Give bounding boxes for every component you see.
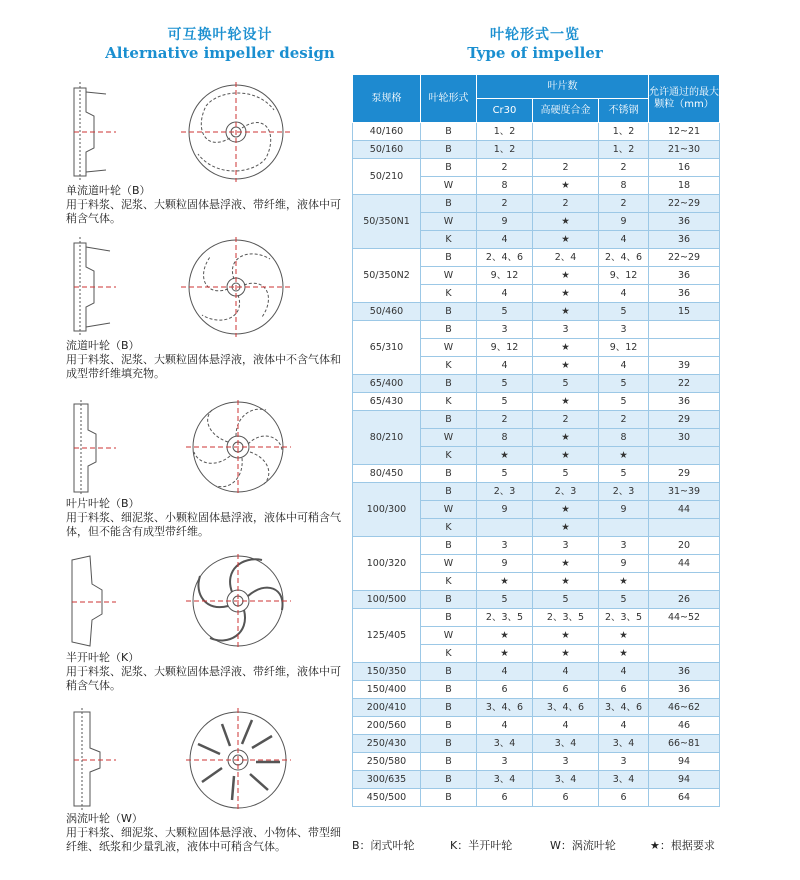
cell-alloy: 5: [533, 591, 599, 609]
cell-max-particle: 36: [649, 393, 720, 411]
legend-b: B：闭式叶轮: [352, 839, 415, 852]
cell-form: K: [421, 285, 477, 303]
cell-alloy: ★: [533, 501, 599, 519]
channel-impeller-drawing: [66, 237, 306, 337]
cell-cr30: 3、4: [477, 735, 533, 753]
cell-alloy: 3、4、6: [533, 699, 599, 717]
cell-stainless: 5: [599, 393, 649, 411]
cell-max-particle: 21~30: [649, 141, 720, 159]
cell-cr30: [477, 519, 533, 537]
cell-model: 65/400: [353, 375, 421, 393]
table-row: [353, 699, 720, 717]
cell-max-particle: 64: [649, 789, 720, 807]
cell-stainless: 5: [599, 375, 649, 393]
cell-model: 300/635: [353, 771, 421, 789]
table-row: [353, 123, 720, 141]
cell-max-particle: 29: [649, 411, 720, 429]
cell-max-particle: 46~62: [649, 699, 720, 717]
cell-max-particle: 44~52: [649, 609, 720, 627]
cell-stainless: 9: [599, 213, 649, 231]
table-row: [353, 411, 720, 429]
cell-max-particle: 16: [649, 159, 720, 177]
cell-cr30: 8: [477, 177, 533, 195]
cell-max-particle: [649, 645, 720, 663]
cell-cr30: 2: [477, 411, 533, 429]
impeller-semi-open: [66, 554, 341, 693]
cell-max-particle: 46: [649, 717, 720, 735]
cell-alloy: ★: [533, 393, 599, 411]
cell-form: B: [421, 609, 477, 627]
cell-alloy: ★: [533, 303, 599, 321]
cell-model: 100/300: [353, 483, 421, 537]
cell-max-particle: 44: [649, 501, 720, 519]
legend-k: K：半开叶轮: [450, 839, 513, 852]
cell-alloy: ★: [533, 213, 599, 231]
impeller-channel: [66, 237, 341, 381]
table-row: [353, 681, 720, 699]
table-row: [353, 771, 720, 789]
cell-stainless: 2、3、5: [599, 609, 649, 627]
cell-alloy: 2、3、5: [533, 609, 599, 627]
cell-stainless: 2: [599, 159, 649, 177]
cell-form: B: [421, 141, 477, 159]
cell-model: 125/405: [353, 609, 421, 663]
cell-cr30: 4: [477, 717, 533, 735]
cell-form: B: [421, 249, 477, 267]
cell-stainless: 5: [599, 303, 649, 321]
cell-model: 250/580: [353, 753, 421, 771]
cell-cr30: 1、2: [477, 141, 533, 159]
header-stainless: 不锈钢: [599, 99, 649, 123]
cell-cr30: 9、12: [477, 267, 533, 285]
cell-alloy: 6: [533, 681, 599, 699]
table-row: [353, 609, 720, 627]
cell-form: K: [421, 357, 477, 375]
cell-max-particle: 22~29: [649, 195, 720, 213]
cell-alloy: 3: [533, 753, 599, 771]
cell-cr30: ★: [477, 447, 533, 465]
cell-form: K: [421, 393, 477, 411]
impeller-desc: 用于料浆、泥浆、大颗粒固体悬浮液，液体中不含气体和成型带纤维填充物。: [66, 353, 341, 380]
cell-form: K: [421, 573, 477, 591]
cell-model: 80/210: [353, 411, 421, 465]
cell-form: K: [421, 519, 477, 537]
cell-max-particle: 39: [649, 357, 720, 375]
cell-stainless: 4: [599, 357, 649, 375]
cell-stainless: 9、12: [599, 339, 649, 357]
table-row: [353, 393, 720, 411]
vortex-impeller-drawing: [66, 708, 306, 810]
cell-max-particle: 12~21: [649, 123, 720, 141]
cell-alloy: 3: [533, 321, 599, 339]
cell-model: 50/210: [353, 159, 421, 195]
cell-form: K: [421, 447, 477, 465]
cell-alloy: ★: [533, 627, 599, 645]
cell-cr30: 9: [477, 501, 533, 519]
table-row: [353, 141, 720, 159]
legend-star: ★：根据要求: [650, 839, 715, 852]
table-row: [353, 735, 720, 753]
cell-model: 65/430: [353, 393, 421, 411]
cell-cr30: ★: [477, 573, 533, 591]
header-form: 叶轮形式: [421, 75, 477, 123]
table-row: [353, 303, 720, 321]
cell-max-particle: 36: [649, 663, 720, 681]
cell-alloy: 3、4: [533, 771, 599, 789]
cell-form: W: [421, 339, 477, 357]
cell-cr30: ★: [477, 645, 533, 663]
cell-max-particle: [649, 519, 720, 537]
cell-stainless: 8: [599, 177, 649, 195]
cell-max-particle: 44: [649, 555, 720, 573]
cell-max-particle: 36: [649, 213, 720, 231]
table-row: [353, 537, 720, 555]
impeller-desc: 用于料浆、泥浆、大颗粒固体悬浮液、带纤维，液体中可稍含气体。: [66, 198, 341, 225]
table-row: [353, 753, 720, 771]
cell-cr30: 9、12: [477, 339, 533, 357]
impeller-name: 流道叶轮（B）: [66, 339, 140, 352]
header-cr30: Cr30: [477, 99, 533, 123]
cell-model: 250/430: [353, 735, 421, 753]
cell-stainless: 3: [599, 753, 649, 771]
cell-form: B: [421, 591, 477, 609]
cell-alloy: ★: [533, 573, 599, 591]
table-body: [353, 123, 720, 807]
semi-open-impeller-drawing: [66, 554, 306, 649]
impeller-name: 半开叶轮（K）: [66, 651, 140, 664]
cell-stainless: 4: [599, 231, 649, 249]
cell-cr30: 4: [477, 285, 533, 303]
cell-form: B: [421, 411, 477, 429]
cell-max-particle: 26: [649, 591, 720, 609]
cell-alloy: [533, 141, 599, 159]
cell-cr30: 4: [477, 231, 533, 249]
cell-model: 200/560: [353, 717, 421, 735]
vane-impeller-drawing: [66, 400, 306, 495]
cell-alloy: 2、3: [533, 483, 599, 501]
cell-form: B: [421, 753, 477, 771]
cell-stainless: 3、4: [599, 735, 649, 753]
cell-cr30: 4: [477, 357, 533, 375]
cell-form: W: [421, 627, 477, 645]
impeller-type-table: [352, 74, 720, 807]
cell-cr30: 2、3、5: [477, 609, 533, 627]
header-blades: 叶片数: [477, 75, 649, 99]
cell-max-particle: [649, 573, 720, 591]
cell-form: K: [421, 645, 477, 663]
cell-stainless: 2: [599, 411, 649, 429]
cell-alloy: 2、4: [533, 249, 599, 267]
cell-max-particle: 66~81: [649, 735, 720, 753]
cell-alloy: ★: [533, 177, 599, 195]
table-row: [353, 591, 720, 609]
cell-cr30: 5: [477, 393, 533, 411]
cell-model: 50/350N1: [353, 195, 421, 249]
cell-cr30: ★: [477, 627, 533, 645]
cell-alloy: 6: [533, 789, 599, 807]
cell-alloy: ★: [533, 645, 599, 663]
cell-cr30: 3、4: [477, 771, 533, 789]
cell-stainless: 1、2: [599, 123, 649, 141]
cell-alloy: ★: [533, 231, 599, 249]
cell-alloy: 3、4: [533, 735, 599, 753]
cell-cr30: 9: [477, 555, 533, 573]
table-row: [353, 195, 720, 213]
impeller-vortex: [66, 708, 341, 854]
cell-stainless: 4: [599, 663, 649, 681]
cell-form: B: [421, 663, 477, 681]
cell-cr30: 3、4、6: [477, 699, 533, 717]
cell-form: W: [421, 267, 477, 285]
table-row: [353, 249, 720, 267]
cell-stainless: 6: [599, 681, 649, 699]
cell-max-particle: 94: [649, 753, 720, 771]
cell-stainless: 5: [599, 591, 649, 609]
cell-cr30: 5: [477, 303, 533, 321]
cell-max-particle: 36: [649, 267, 720, 285]
impeller-single-channel: [66, 82, 341, 226]
cell-form: B: [421, 699, 477, 717]
cell-max-particle: [649, 447, 720, 465]
cell-model: 100/500: [353, 591, 421, 609]
cell-cr30: 3: [477, 321, 533, 339]
cell-cr30: 6: [477, 681, 533, 699]
cell-alloy: ★: [533, 447, 599, 465]
header-alloy: 高硬度合金: [533, 99, 599, 123]
cell-stainless: 1、2: [599, 141, 649, 159]
header-model: 泵规格: [353, 75, 421, 123]
cell-cr30: 5: [477, 465, 533, 483]
cell-form: K: [421, 231, 477, 249]
cell-form: B: [421, 375, 477, 393]
cell-model: 65/310: [353, 321, 421, 375]
cell-stainless: 3: [599, 321, 649, 339]
cell-stainless: 3: [599, 537, 649, 555]
cell-alloy: 5: [533, 465, 599, 483]
cell-alloy: ★: [533, 519, 599, 537]
cell-max-particle: 30: [649, 429, 720, 447]
cell-model: 450/500: [353, 789, 421, 807]
impeller-desc: 用于料浆、细泥浆、大颗粒固体悬浮液、小物体、带型细纤维、纸浆和少量乳液，液体中可稍含气体。: [66, 826, 341, 853]
cell-stainless: 9: [599, 501, 649, 519]
table-row: [353, 717, 720, 735]
impeller-vane: [66, 400, 341, 539]
left-title-en: Alternative impeller design: [105, 44, 335, 62]
cell-form: B: [421, 159, 477, 177]
table-row: [353, 663, 720, 681]
cell-cr30: 2: [477, 195, 533, 213]
right-title-cn: 叶轮形式一览: [490, 27, 580, 43]
cell-stainless: 8: [599, 429, 649, 447]
impeller-name: 单流道叶轮（B）: [66, 184, 151, 197]
cell-form: W: [421, 501, 477, 519]
cell-alloy: 3: [533, 537, 599, 555]
legend-w: W：涡流叶轮: [550, 839, 616, 852]
cell-alloy: ★: [533, 555, 599, 573]
cell-form: B: [421, 465, 477, 483]
cell-max-particle: 22~29: [649, 249, 720, 267]
single-channel-impeller-drawing: [66, 82, 306, 182]
table-row: [353, 483, 720, 501]
cell-alloy: 2: [533, 411, 599, 429]
cell-form: B: [421, 483, 477, 501]
cell-stainless: 6: [599, 789, 649, 807]
cell-stainless: 2、4、6: [599, 249, 649, 267]
cell-model: 50/160: [353, 141, 421, 159]
cell-form: B: [421, 681, 477, 699]
cell-form: W: [421, 177, 477, 195]
cell-stainless: 9: [599, 555, 649, 573]
cell-cr30: 2、3: [477, 483, 533, 501]
cell-form: B: [421, 321, 477, 339]
table-row: [353, 789, 720, 807]
cell-cr30: 5: [477, 375, 533, 393]
cell-stainless: 5: [599, 465, 649, 483]
cell-alloy: 4: [533, 663, 599, 681]
cell-stainless: ★: [599, 645, 649, 663]
cell-alloy: 2: [533, 159, 599, 177]
cell-stainless: 2: [599, 195, 649, 213]
cell-cr30: 2: [477, 159, 533, 177]
cell-cr30: 6: [477, 789, 533, 807]
cell-model: 100/320: [353, 537, 421, 591]
cell-max-particle: 20: [649, 537, 720, 555]
cell-max-particle: 29: [649, 465, 720, 483]
cell-stainless: 3、4、6: [599, 699, 649, 717]
cell-cr30: 2、4、6: [477, 249, 533, 267]
cell-max-particle: 36: [649, 285, 720, 303]
cell-stainless: 4: [599, 717, 649, 735]
cell-form: B: [421, 771, 477, 789]
cell-alloy: ★: [533, 267, 599, 285]
cell-stainless: ★: [599, 447, 649, 465]
cell-max-particle: 15: [649, 303, 720, 321]
right-title-en: Type of impeller: [467, 44, 603, 62]
cell-max-particle: 94: [649, 771, 720, 789]
cell-stainless: 3、4: [599, 771, 649, 789]
cell-cr30: 1、2: [477, 123, 533, 141]
cell-max-particle: 36: [649, 681, 720, 699]
cell-cr30: 4: [477, 663, 533, 681]
table-row: [353, 321, 720, 339]
table-row: [353, 159, 720, 177]
cell-alloy: ★: [533, 285, 599, 303]
cell-stainless: 2、3: [599, 483, 649, 501]
cell-form: B: [421, 303, 477, 321]
cell-form: B: [421, 717, 477, 735]
cell-max-particle: [649, 321, 720, 339]
cell-alloy: ★: [533, 339, 599, 357]
cell-stainless: [599, 519, 649, 537]
cell-form: B: [421, 537, 477, 555]
cell-form: W: [421, 429, 477, 447]
cell-model: 40/160: [353, 123, 421, 141]
cell-model: 50/350N2: [353, 249, 421, 303]
cell-stainless: ★: [599, 573, 649, 591]
left-title-cn: 可互换叶轮设计: [167, 27, 273, 43]
cell-alloy: 4: [533, 717, 599, 735]
cell-model: 50/460: [353, 303, 421, 321]
cell-alloy: 5: [533, 375, 599, 393]
impeller-name: 涡流叶轮（W）: [66, 812, 143, 825]
impeller-desc: 用于料浆、细泥浆、小颗粒固体悬浮液，液体中可稍含气体，但不能含有成型带纤维。: [66, 511, 341, 538]
cell-max-particle: 22: [649, 375, 720, 393]
impeller-desc: 用于料浆、泥浆、大颗粒固体悬浮液、带纤维，液体中可稍含气体。: [66, 665, 341, 692]
cell-max-particle: [649, 339, 720, 357]
cell-form: B: [421, 195, 477, 213]
cell-form: W: [421, 213, 477, 231]
cell-cr30: 9: [477, 213, 533, 231]
cell-max-particle: 36: [649, 231, 720, 249]
cell-stainless: ★: [599, 627, 649, 645]
impeller-name: 叶片叶轮（B）: [66, 497, 140, 510]
cell-cr30: 5: [477, 591, 533, 609]
cell-stainless: 4: [599, 285, 649, 303]
header-max-particle: 允许通过的最大颗粒（mm）: [649, 75, 720, 123]
cell-model: 150/400: [353, 681, 421, 699]
cell-cr30: 8: [477, 429, 533, 447]
cell-max-particle: 31~39: [649, 483, 720, 501]
cell-model: 80/450: [353, 465, 421, 483]
cell-form: B: [421, 735, 477, 753]
cell-cr30: 3: [477, 537, 533, 555]
cell-cr30: 3: [477, 753, 533, 771]
cell-max-particle: 18: [649, 177, 720, 195]
cell-stainless: 9、12: [599, 267, 649, 285]
cell-model: 150/350: [353, 663, 421, 681]
cell-alloy: ★: [533, 357, 599, 375]
cell-form: B: [421, 123, 477, 141]
cell-alloy: ★: [533, 429, 599, 447]
cell-alloy: [533, 123, 599, 141]
cell-max-particle: [649, 627, 720, 645]
cell-model: 200/410: [353, 699, 421, 717]
cell-alloy: 2: [533, 195, 599, 213]
table-row: [353, 375, 720, 393]
table-row: [353, 465, 720, 483]
cell-form: W: [421, 555, 477, 573]
cell-form: B: [421, 789, 477, 807]
